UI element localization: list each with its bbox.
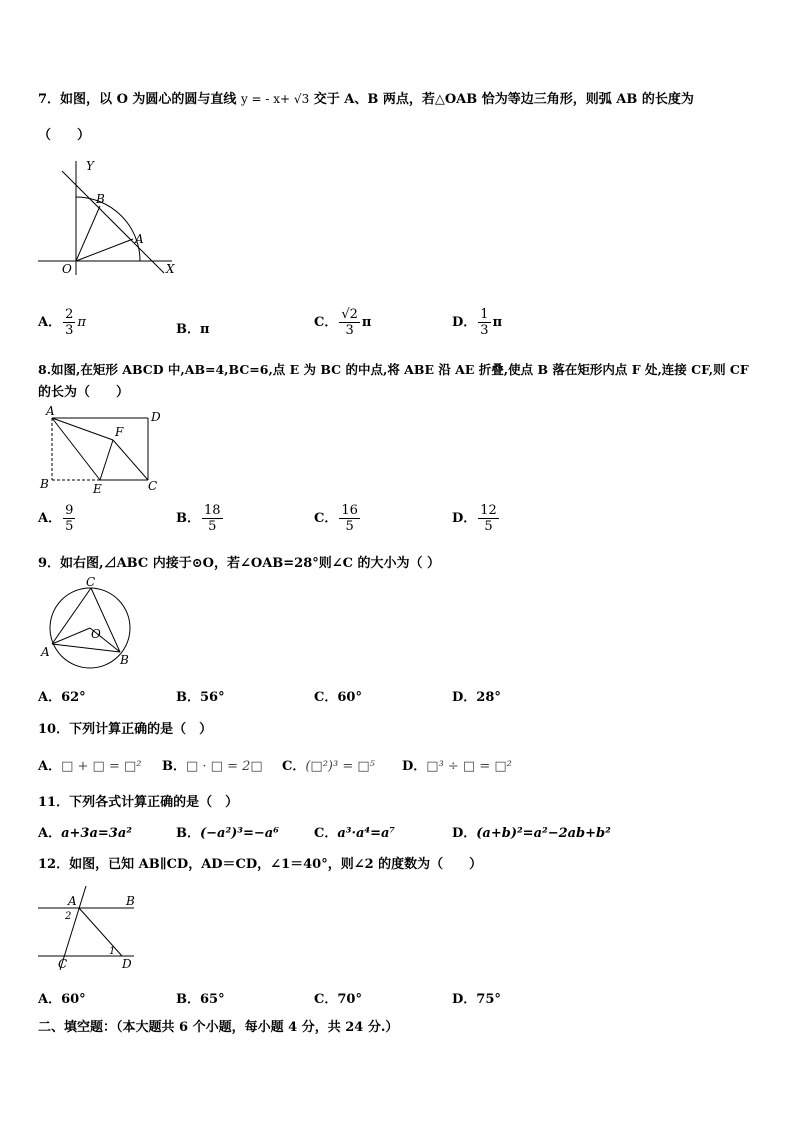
q12-figure	[34, 884, 144, 974]
q10-stem: 10．下列计算正确的是（ ）	[38, 722, 213, 737]
q12-label-c: C	[58, 957, 68, 971]
q12-option-b: B．65°	[176, 992, 225, 1007]
q7-option-a: A． $\frac{2}{3}$ π	[38, 307, 86, 338]
q7-label-a: A	[135, 232, 144, 246]
q8-segment-ae	[52, 418, 100, 480]
q9-option-b: B．56°	[176, 690, 225, 705]
q11-stem: 11．下列各式计算正确的是（ ）	[38, 795, 239, 810]
q7-stem-formula: y = - x+ √3	[240, 92, 310, 106]
q8-label-f: F	[115, 425, 124, 439]
q9-label-a: A	[41, 645, 50, 659]
q8-figure	[36, 404, 166, 496]
q9-option-a: A．62°	[38, 690, 86, 705]
q12-label-angle-1: 1	[109, 946, 116, 957]
q7-option-b: B．π	[176, 322, 210, 337]
q8-segment-af	[52, 418, 113, 440]
q7-option-d-frac: $\frac{1}{3}$	[480, 307, 489, 338]
q9-label-b: B	[120, 653, 129, 667]
q7-stem	[38, 88, 694, 107]
q7-figure	[34, 155, 184, 280]
q10-option-c: C．(□²)³ = □⁵	[282, 759, 375, 774]
q8-option-a: A． $\frac{9}{5}$	[38, 503, 74, 534]
q10-option-b: B．□ · □ = 2□	[162, 759, 263, 774]
q8-option-d: D． $\frac{12}{5}$	[452, 503, 497, 534]
q7-arc	[76, 197, 140, 261]
q12-segment-ad	[79, 908, 122, 956]
q12-label-angle-2: 2	[65, 911, 72, 922]
q8-option-a-frac: $\frac{9}{5}$	[65, 503, 74, 534]
q8-segment-fe	[100, 440, 113, 480]
q8-option-b-frac: $\frac{18}{5}$	[204, 503, 221, 534]
q7-option-c: C． $\frac{√2}{3}$ π	[314, 307, 372, 338]
q7-label-x: X	[166, 262, 175, 276]
q7-option-c-frac: $\frac{√2}{3}$	[341, 307, 358, 338]
q7-option-d: D． $\frac{1}{3}$ π	[452, 307, 503, 338]
q8-option-c-frac: $\frac{16}{5}$	[341, 503, 358, 534]
q7-label-o: O	[62, 262, 72, 276]
q11-option-d: D．(a+b)²=a²−2ab+b²	[452, 826, 611, 841]
q11-option-b: B．(−a²)³=−a⁶	[176, 826, 279, 841]
q7-stem-part1: 7．如图，以 O 为圆心的圆与直线	[38, 92, 237, 107]
q9-segment-ab	[52, 644, 120, 652]
q7-option-a-frac: $\frac{2}{3}$	[65, 307, 74, 338]
q12-option-c: C．70°	[314, 992, 362, 1007]
q8-label-e: E	[93, 482, 102, 496]
q12-label-b: B	[126, 894, 135, 908]
q12-label-a: A	[68, 894, 77, 908]
q10-option-d: D．□³ ÷ □ = □²	[402, 759, 512, 774]
q12-stem: 12．如图，已知 AB∥CD，AD＝CD，∠1＝40°，则∠2 的度数为（ ）	[38, 857, 483, 872]
q11-option-a: A．a+3a=3a²	[38, 826, 132, 841]
q8-option-b: B． $\frac{18}{5}$	[176, 503, 221, 534]
section-2-heading: 二、填空题：（本大题共 6 个小题，每小题 4 分，共 24 分.）	[38, 1020, 399, 1035]
q8-segment-fc	[113, 440, 148, 480]
q8-option-c: C． $\frac{16}{5}$	[314, 503, 358, 534]
q7-label-b: B	[96, 192, 105, 206]
q9-stem: 9．如右图,⊿ABC 内接于⊙O，若∠OAB=28°则∠C 的大小为（ ）	[38, 556, 441, 571]
q9-label-o: O	[91, 627, 101, 641]
q9-option-d: D．28°	[452, 690, 501, 705]
q12-option-d: D．75°	[452, 992, 501, 1007]
q9-label-c: C	[86, 576, 96, 589]
q12-label-d: D	[122, 957, 132, 971]
q8-line2: 的长为（ ）	[38, 385, 130, 400]
q12-option-a: A．60°	[38, 992, 86, 1007]
q10-option-a: A．□ + □ = □²	[38, 759, 142, 774]
q8-label-c: C	[148, 479, 158, 493]
q8-label-b: B	[40, 477, 49, 491]
q8-label-a: A	[46, 404, 55, 418]
q9-option-c: C．60°	[314, 690, 362, 705]
q8-line1: 8.如图,在矩形 ABCD 中,AB=4,BC=6,点 E 为 BC 的中点,将 ABE 沿 AE 折叠,使点 B 落在矩形内点 F 处,连接 CF,则 CF	[38, 362, 749, 377]
q8-label-d: D	[151, 410, 161, 424]
q7-label-y: Y	[86, 159, 94, 173]
q8-option-d-frac: $\frac{12}{5}$	[480, 503, 497, 534]
q9-figure	[36, 576, 136, 670]
q7-paren: （ ）	[38, 128, 91, 143]
q11-option-c: C．a³·a⁴=a⁷	[314, 826, 396, 841]
q7-stem-part2: 交于 A、B 两点，若△OAB 恰为等边三角形，则弧 AB 的长度为	[313, 92, 694, 107]
